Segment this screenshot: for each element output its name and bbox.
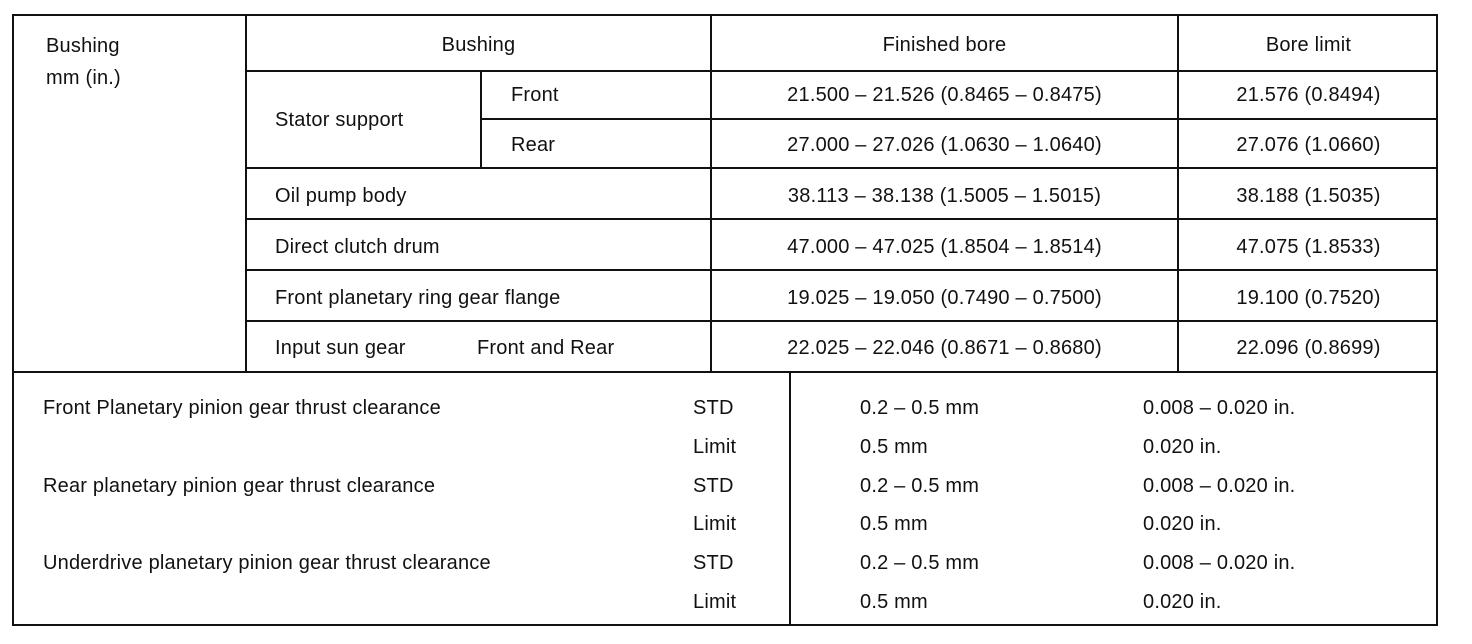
std-mm-value: 0.2 – 0.5 mm (860, 552, 980, 574)
ring-gear-flange-label: Front planetary ring gear flange (275, 287, 561, 309)
input-sun-gear-limit: 22.096 (0.8699) (1236, 337, 1381, 359)
std-label: STD (693, 475, 734, 497)
divider (789, 372, 791, 626)
divider (480, 118, 1438, 120)
stator-front-position: Front (511, 84, 559, 106)
clearance-label: Rear planetary pinion gear thrust clearance (43, 475, 436, 497)
divider (245, 16, 247, 372)
oil-pump-body-limit: 38.188 (1.5035) (1236, 185, 1381, 207)
oil-pump-body-finished: 38.113 – 38.138 (1.5005 – 1.5015) (787, 185, 1102, 207)
header-finished-bore: Finished bore (882, 34, 1007, 56)
row-label-unit: mm (in.) (46, 67, 121, 89)
limit-mm-value: 0.5 mm (860, 591, 928, 613)
limit-mm-value: 0.5 mm (860, 513, 928, 535)
clearance-label: Front Planetary pinion gear thrust clearance (43, 397, 441, 419)
std-in-value: 0.008 – 0.020 in. (1143, 552, 1296, 574)
input-sun-gear-position: Front and Rear (477, 337, 615, 359)
limit-in-value: 0.020 in. (1143, 436, 1222, 458)
std-label: STD (693, 397, 734, 419)
std-in-value: 0.008 – 0.020 in. (1143, 475, 1296, 497)
std-mm-value: 0.2 – 0.5 mm (860, 397, 980, 419)
direct-clutch-drum-finished: 47.000 – 47.025 (1.8504 – 1.8514) (787, 236, 1102, 258)
stator-front-limit: 21.576 (0.8494) (1236, 84, 1381, 106)
std-label: STD (693, 552, 734, 574)
direct-clutch-drum-label: Direct clutch drum (275, 236, 440, 258)
divider (245, 167, 1438, 169)
input-sun-gear-label: Input sun gear (275, 337, 406, 359)
header-bushing: Bushing (441, 34, 516, 56)
std-in-value: 0.008 – 0.020 in. (1143, 397, 1296, 419)
oil-pump-body-label: Oil pump body (275, 185, 407, 207)
stator-front-finished: 21.500 – 21.526 (0.8465 – 0.8475) (787, 84, 1102, 106)
input-sun-gear-finished: 22.025 – 22.046 (0.8671 – 0.8680) (787, 337, 1102, 359)
limit-label: Limit (693, 591, 737, 613)
limit-label: Limit (693, 436, 737, 458)
limit-in-value: 0.020 in. (1143, 591, 1222, 613)
limit-in-value: 0.020 in. (1143, 513, 1222, 535)
std-mm-value: 0.2 – 0.5 mm (860, 475, 980, 497)
spec-sheet (12, 14, 1438, 626)
stator-rear-finished: 27.000 – 27.026 (1.0630 – 1.0640) (787, 134, 1102, 156)
clearance-label: Underdrive planetary pinion gear thrust clearance (43, 552, 491, 574)
ring-gear-flange-finished: 19.025 – 19.050 (0.7490 – 0.7500) (787, 287, 1102, 309)
header-bore-limit: Bore limit (1265, 34, 1352, 56)
divider (245, 269, 1438, 271)
divider (14, 371, 1438, 373)
row-label-title: Bushing (46, 35, 120, 57)
stator-rear-limit: 27.076 (1.0660) (1236, 134, 1381, 156)
divider (480, 70, 482, 168)
ring-gear-flange-limit: 19.100 (0.7520) (1236, 287, 1381, 309)
stator-rear-position: Rear (511, 134, 556, 156)
divider (245, 218, 1438, 220)
divider (245, 320, 1438, 322)
direct-clutch-drum-limit: 47.075 (1.8533) (1236, 236, 1381, 258)
stator-support-label: Stator support (275, 109, 404, 131)
limit-mm-value: 0.5 mm (860, 436, 928, 458)
limit-label: Limit (693, 513, 737, 535)
divider (245, 70, 1438, 72)
